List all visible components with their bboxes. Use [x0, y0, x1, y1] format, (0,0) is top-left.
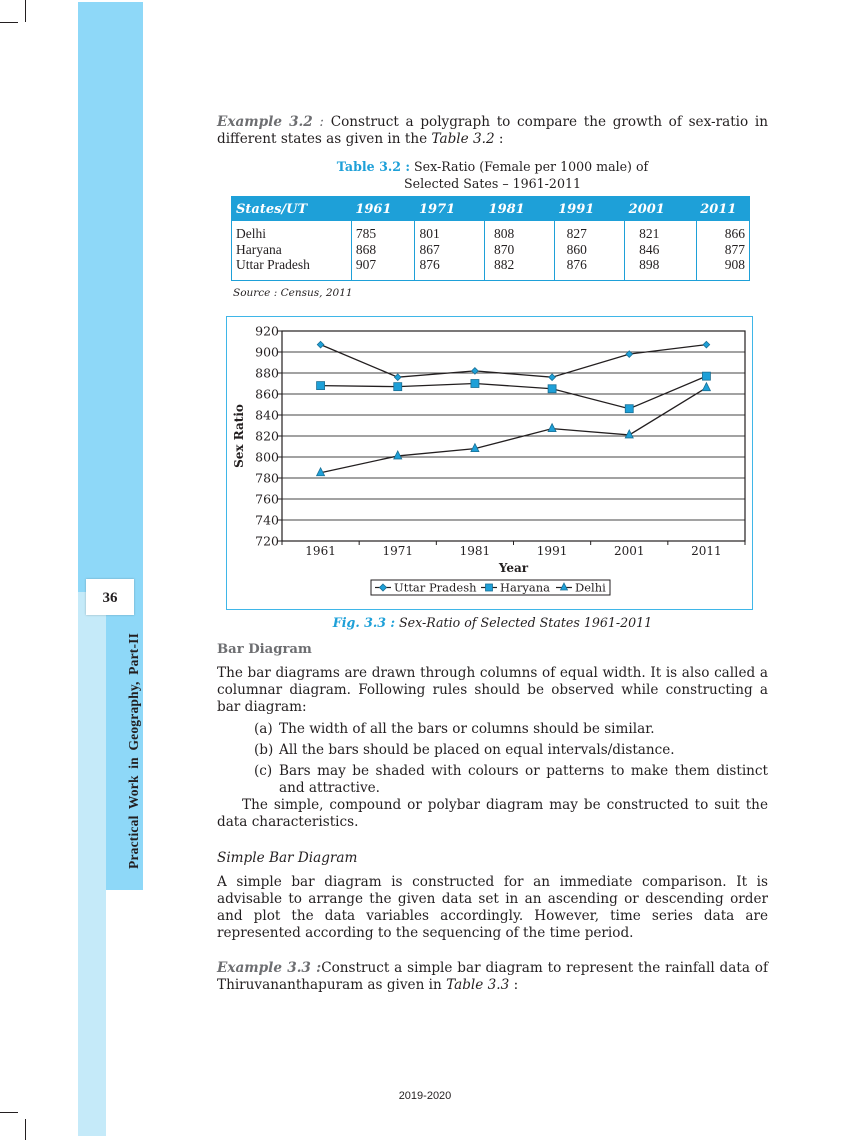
square-marker-icon: [702, 372, 710, 380]
state-name: Haryana: [236, 241, 282, 257]
legend-label: Delhi: [575, 580, 606, 595]
list-text: All the bars should be placed on equal intervals/distance.: [279, 742, 675, 758]
table-header: 2001: [628, 202, 665, 217]
section-heading: Bar Diagram: [217, 642, 312, 657]
value: 827: [566, 226, 587, 241]
example-text: Construct a polygraph to compare the growth of sex-ratio in different states as given in the: [217, 114, 768, 147]
square-marker-icon: [486, 584, 493, 591]
subsection-heading: Simple Bar Diagram: [217, 850, 358, 866]
state-name: Uttar Pradesh: [236, 257, 310, 272]
value: 877: [724, 241, 745, 257]
table-reference: Table 3.2: [431, 131, 495, 147]
value: 868: [355, 241, 377, 257]
x-tick-label: 1981: [459, 544, 491, 558]
diamond-marker-icon: [549, 374, 556, 381]
list-item: [217, 763, 768, 797]
example-text-end: :: [509, 977, 519, 993]
value: 866: [724, 226, 745, 241]
paragraph: The simple, compound or polybar diagram may be constructed to suit the data characteristics.: [217, 797, 768, 830]
value: 846: [639, 241, 660, 257]
x-axis-title: Year: [498, 561, 529, 575]
value: 876: [566, 257, 587, 272]
value: 870: [494, 241, 515, 257]
bar-diagram-section: [217, 641, 768, 831]
list-text: Bars may be shaded with colours or patterns to make them distinct and attractive.: [279, 763, 768, 796]
table-caption-label: Table 3.2 :: [336, 159, 411, 174]
value: 876: [419, 257, 440, 272]
table-caption-line2: Selected Sates – 1961-2011: [404, 176, 581, 191]
diamond-marker-icon: [703, 341, 710, 348]
list-item: [217, 742, 768, 759]
triangle-marker-icon: [548, 424, 556, 432]
example-text: Construct a simple bar diagram to represent the rainfall data of Thiruvananthapuram as given in: [217, 960, 768, 993]
series-line: [321, 345, 707, 378]
y-tick-label: 880: [255, 365, 279, 381]
x-tick-label: 2001: [613, 544, 645, 558]
x-tick-label: 1971: [382, 544, 414, 558]
y-tick-label: 840: [255, 407, 279, 423]
figure-caption-text: Sex-Ratio of Selected States 1961-2011: [395, 615, 653, 630]
diamond-marker-icon: [394, 374, 401, 381]
value: 860: [566, 241, 587, 257]
state-name: Delhi: [236, 226, 266, 241]
y-tick-label: 740: [255, 512, 279, 528]
value: 867: [419, 241, 440, 257]
figure-caption-label: Fig. 3.3 :: [332, 615, 396, 630]
figure-caption: [217, 614, 768, 631]
legend-label: Haryana: [500, 580, 550, 595]
value: 898: [639, 257, 660, 272]
value: 907: [355, 257, 377, 272]
square-marker-icon: [625, 405, 633, 413]
value: 785: [355, 226, 377, 241]
sidebar-band-light: [78, 592, 106, 1136]
list-item: [217, 721, 768, 738]
legend-label: Uttar Pradesh: [394, 580, 477, 595]
table-header: States/UT: [236, 202, 308, 217]
square-marker-icon: [471, 380, 479, 388]
diamond-marker-icon: [317, 341, 324, 348]
triangle-marker-icon: [702, 383, 710, 391]
crop-mark: [25, 1119, 26, 1140]
paragraph: The bar diagrams are drawn through columns of equal width. It is also called a columnar diagram. Following rules should be observed while constructing a bar diagram:: [217, 665, 768, 715]
example-label: Example 3.3 :: [217, 960, 322, 976]
paragraph: A simple bar diagram is constructed for an immediate comparison. It is advisable to arrange the given data set in an ascending or descending order and plot the data variables accordingly. However, time series data are represented according to the sequencing of the time period.: [217, 874, 768, 941]
value: 821: [639, 226, 660, 241]
square-marker-icon: [317, 382, 325, 390]
x-tick-label: 2011: [691, 544, 722, 558]
y-tick-label: 860: [255, 386, 279, 402]
y-tick-label: 800: [255, 449, 279, 465]
y-tick-label: 720: [255, 533, 279, 549]
value: 801: [419, 226, 440, 241]
y-axis-title: Sex Ratio: [232, 404, 246, 468]
value: 882: [494, 257, 515, 272]
y-tick-label: 820: [255, 428, 279, 444]
table-header: 1971: [418, 202, 456, 217]
page-number: 36: [86, 579, 134, 615]
running-title: Practical Work in Geography, Part-II: [126, 632, 141, 869]
x-tick-label: 1991: [536, 544, 568, 558]
square-marker-icon: [548, 385, 556, 393]
table-reference: Table 3.3: [446, 977, 510, 993]
example-3-3: [217, 960, 768, 994]
footer-year: 2019-2020: [398, 1090, 452, 1102]
list-marker: (c): [254, 763, 273, 779]
table-header: 2011: [700, 202, 737, 217]
y-tick-label: 920: [255, 323, 279, 339]
value: 908: [724, 257, 745, 272]
y-tick-label: 760: [255, 491, 279, 507]
simple-bar-section: [217, 850, 768, 942]
y-tick-label: 900: [255, 344, 279, 360]
list-marker: (a): [254, 721, 273, 737]
value: 808: [494, 226, 515, 241]
triangle-marker-icon: [394, 451, 402, 459]
table-caption-text: Sex-Ratio (Female per 1000 male) of: [410, 159, 649, 174]
example-label: Example 3.2: [217, 114, 313, 130]
x-tick-label: 1961: [305, 544, 336, 558]
example-sep: :: [312, 114, 331, 130]
crop-mark: [0, 1112, 18, 1113]
list-marker: (b): [254, 742, 274, 758]
y-tick-label: 780: [255, 470, 279, 486]
table-header: 1991: [558, 202, 595, 217]
square-marker-icon: [394, 383, 402, 391]
table-header: 1961: [355, 202, 392, 217]
table-source: Source : Census, 2011: [233, 287, 353, 299]
table-header: 1981: [488, 202, 525, 217]
example-text-end: :: [494, 131, 504, 147]
list-text: The width of all the bars or columns should be similar.: [279, 721, 655, 737]
series-line: [321, 376, 707, 409]
